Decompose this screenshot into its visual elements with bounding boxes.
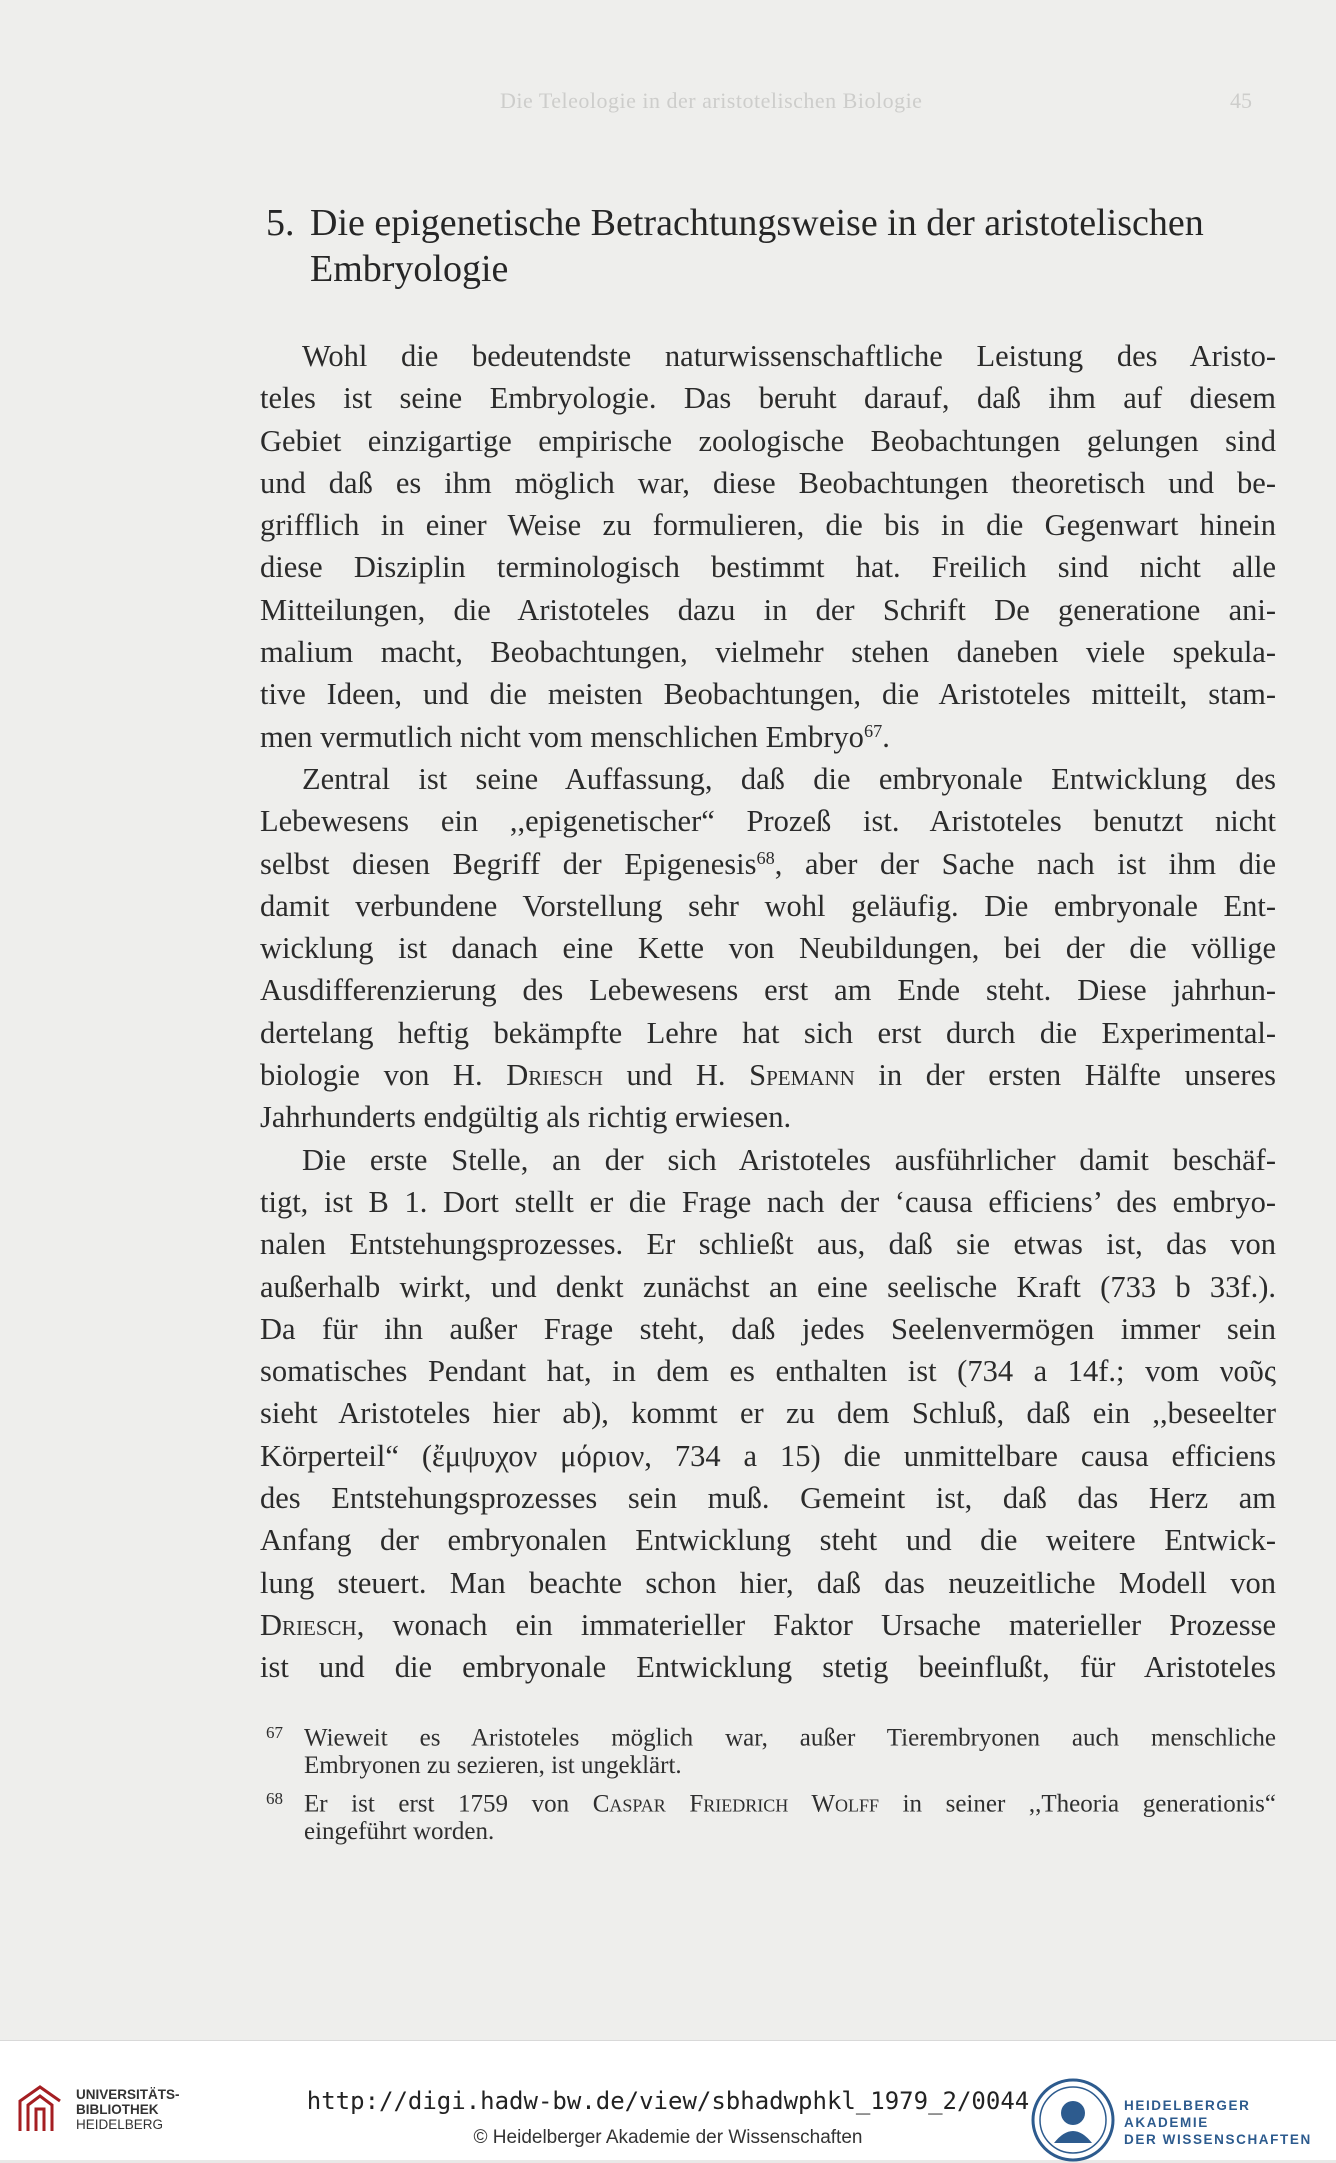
text-line: Lebewesens ein ,,epigenetischer“ Prozeß ist. Aristoteles benutzt nicht — [260, 804, 1276, 839]
academy-seal-icon — [1030, 2077, 1116, 2163]
text-line: teles ist seine Embryologie. Das beruht darauf, daß ihm auf diesem — [260, 381, 1276, 416]
line-text: men vermutlich nicht vom menschlichen Embryo — [260, 719, 864, 754]
text-line: tive Ideen, und die meisten Beobachtungen, die Aristoteles mitteilt, stam- — [260, 677, 1276, 712]
footnote-67 — [266, 1716, 1276, 1782]
paragraph-1 — [260, 335, 1276, 758]
text-line: Jahrhunderts endgültig als richtig erwiesen. — [260, 1100, 792, 1135]
footnote-text: in seiner ,,Theoria generationis“ — [879, 1790, 1276, 1818]
line-text: biologie von H. — [260, 1058, 507, 1093]
footnote-68 — [266, 1782, 1276, 1848]
line-text: , wonach ein immaterieller Faktor Ursache materieller Prozesse — [356, 1607, 1276, 1642]
text-line: Anfang der embryonalen Entwicklung steht und die weitere Entwick- — [260, 1523, 1276, 1558]
footer-bar — [0, 2040, 1336, 2160]
text-line — [260, 1604, 1276, 1646]
text-line: tigt, ist B 1. Dort stellt er die Frage nach der ‘causa efficiens’ des embryo- — [260, 1184, 1276, 1219]
text-line: Mitteilungen, die Aristoteles dazu in der Schrift De generatione ani- — [260, 592, 1276, 627]
academy-name — [1124, 2097, 1336, 2148]
text-line: somatisches Pendant hat, in dem es enthalten ist (734 a 14f.; vom νοῦς — [260, 1354, 1276, 1389]
text-line: sieht Aristoteles hier ab), kommt er zu dem Schluß, daß ein ,,beseelter — [260, 1396, 1276, 1431]
text-line: damit verbundene Vorstellung sehr wohl geläufig. Die embryonale Ent- — [260, 888, 1276, 923]
paragraph-3 — [260, 1139, 1276, 1689]
bleed-through-header: Die Teleologie in der aristotelischen Biologie — [500, 88, 923, 113]
footnote-text: Er ist erst 1759 von — [304, 1790, 593, 1818]
text-line: Zentral ist seine Auffassung, daß die embryonale Entwicklung des — [302, 761, 1276, 796]
text-line: diese Disziplin terminologisch bestimmt hat. Freilich sind nicht alle — [260, 550, 1276, 585]
line-text: selbst diesen Begriff der Epigenesis — [260, 846, 757, 881]
library-name-line-3: HEIDELBERG — [76, 2117, 164, 2132]
text-line: Die erste Stelle, an der sich Aristoteles ausführlicher damit beschäf- — [302, 1142, 1276, 1177]
footnote-line — [266, 1716, 1276, 1752]
text-line: dertelang heftig bekämpfte Lehre hat sich erst durch die Experimental- — [260, 1015, 1276, 1050]
text-line: außerhalb wirkt, und denkt zunächst an eine seelische Kraft (733 b 33f.). — [260, 1269, 1276, 1304]
author-name-driesch: Driesch — [260, 1607, 357, 1642]
academy-name-line-2: DER WISSENSCHAFTEN — [1124, 2132, 1312, 2147]
line-text: . — [882, 719, 890, 754]
footnote-line — [266, 1782, 1276, 1818]
section-title — [266, 200, 1286, 292]
section-title-line-1: Die epigenetische Betrachtungsweise in der aristotelischen — [310, 202, 1204, 244]
body-text — [260, 335, 1276, 1689]
text-line: und daß es ihm möglich war, diese Beobachtungen theoretisch und be- — [260, 465, 1276, 500]
author-name-wolff: Caspar Friedrich Wolff — [592, 1790, 879, 1818]
paragraph-2 — [260, 758, 1276, 1139]
copyright-notice: © Heidelberger Akademie der Wissenschaften — [473, 2127, 863, 2148]
text-line: lung steuert. Man beachte schon hier, daß das neuzeitliche Modell von — [260, 1565, 1276, 1600]
footnote-line: eingeführt worden. — [304, 1818, 495, 1845]
author-name-driesch: Driesch — [506, 1058, 603, 1093]
text-line: Gebiet einzigartige empirische zoologische Beobachtungen gelungen sind — [260, 423, 1276, 458]
text-line — [260, 1054, 1276, 1096]
text-line: malium macht, Beobachtungen, vielmehr stehen daneben viele spekula- — [260, 635, 1276, 670]
line-text: , aber der Sache nach ist ihm die — [774, 846, 1276, 881]
bleed-through-page-number: 45 — [1230, 88, 1252, 113]
footnote-number: 68 — [266, 1789, 283, 1808]
library-name-line-2: BIBLIOTHEK — [76, 2102, 159, 2117]
library-name-line-1: UNIVERSITÄTS- — [76, 2087, 180, 2102]
footnote-ref-68[interactable]: 68 — [756, 847, 775, 868]
text-line: wicklung ist danach eine Kette von Neubildungen, bei der die völlige — [260, 931, 1276, 966]
text-line: Körperteil“ (ἔμψυχον μόριον, 734 a 15) die unmittelbare causa efficiens — [260, 1438, 1276, 1473]
permalink-url[interactable]: http://digi.hadw-bw.de/view/sbhadwphkl_1979_2/0044 — [306, 2087, 1030, 2115]
section-number: 5. — [266, 202, 295, 244]
line-text: und H. — [602, 1058, 750, 1093]
section-title-line-2: Embryologie — [310, 248, 509, 290]
footnote-line: Embryonen zu sezieren, ist ungeklärt. — [304, 1752, 682, 1779]
footnote-number: 67 — [266, 1723, 283, 1742]
text-line: des Entstehungsprozesses sein muß. Gemeint ist, daß das Herz am — [260, 1481, 1276, 1516]
text-line: grifflich in einer Weise zu formulieren, die bis in die Gegenwart hinein — [260, 508, 1276, 543]
text-line: nalen Entstehungsprozesses. Er schließt aus, daß sie etwas ist, das von — [260, 1227, 1276, 1262]
text-line: Wohl die bedeutendste naturwissenschaftliche Leistung des Aristo- — [302, 339, 1276, 373]
academy-name-line-1: HEIDELBERGER AKADEMIE — [1124, 2098, 1251, 2130]
footnotes — [266, 1716, 1276, 1848]
line-text: in der ersten Hälfte unseres — [854, 1058, 1276, 1093]
text-line — [260, 843, 1276, 885]
text-line — [260, 716, 1276, 758]
footnote-ref-67[interactable]: 67 — [863, 720, 883, 741]
text-line: Ausdifferenzierung des Lebewesens erst am Ende steht. Diese jahrhun- — [260, 973, 1276, 1008]
text-line: ist und die embryonale Entwicklung stetig beeinflußt, für Aristoteles — [260, 1650, 1276, 1685]
text-line: Da für ihn außer Frage steht, daß jedes Seelenvermögen immer sein — [260, 1311, 1276, 1346]
footnote-text: Wieweit es Aristoteles möglich war, außer Tierembryonen auch menschliche — [304, 1724, 1276, 1752]
author-name-spemann: Spemann — [749, 1058, 855, 1093]
